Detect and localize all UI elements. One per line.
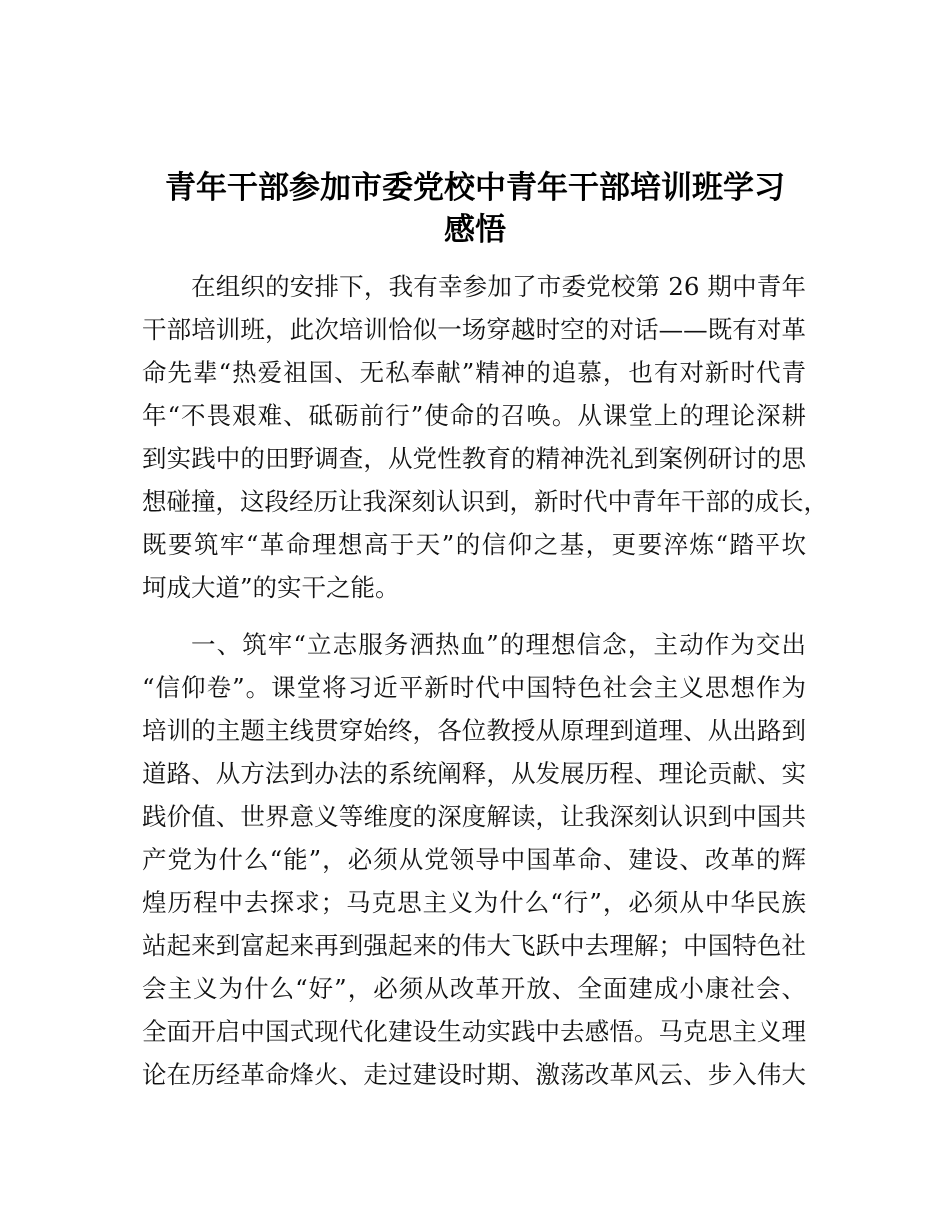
paragraph-line: 一、筑牢“立志服务洒热血”的理想信念，主动作为交出 (191, 630, 806, 659)
paragraph-line: 干部培训班，此次培训恰似一场穿越时空的对话——既有对革 (142, 315, 806, 344)
paragraph-line: 在组织的安排下，我有幸参加了市委党校第 26 期中青年 (191, 272, 806, 301)
paragraph-line: 坷成大道”的实干之能。 (142, 573, 400, 602)
paragraph-line: 到实践中的田野调查，从党性教育的精神洗礼到案例研讨的思 (142, 444, 806, 473)
paragraph-line: 站起来到富起来再到强起来的伟大飞跃中去理解；中国特色社 (142, 931, 806, 960)
paragraph-line: 想碰撞，这段经历让我深刻认识到，新时代中青年干部的成长， (142, 487, 828, 516)
document-title-line-2: 感悟 (444, 212, 506, 248)
paragraph-line: 培训的主题主线贯穿始终，各位教授从原理到道理、从出路到 (142, 716, 806, 745)
paragraph-line: 煌历程中去探求；马克思主义为什么“行”，必须从中华民族 (142, 888, 806, 917)
paragraph-line: 既要筑牢“革命理想高于天”的信仰之基，更要淬炼“踏平坎 (142, 530, 806, 559)
paragraph-line: 践价值、世界意义等维度的深度解读，让我深刻认识到中国共 (142, 802, 806, 831)
paragraph-line: “信仰卷”。课堂将习近平新时代中国特色社会主义思想作为 (142, 673, 806, 702)
document-title-line-1: 青年干部参加市委党校中青年干部培训班学习 (165, 170, 785, 206)
paragraph-line: 论在历经革命烽火、走过建设时期、激荡改革风云、步入伟大 (142, 1060, 806, 1089)
paragraph-line: 全面开启中国式现代化建设生动实践中去感悟。马克思主义理 (142, 1017, 806, 1046)
paragraph-line: 年“不畏艰难、砥砺前行”使命的召唤。从课堂上的理论深耕 (142, 401, 806, 430)
paragraph-line: 产党为什么“能”，必须从党领导中国革命、建设、改革的辉 (142, 845, 806, 874)
paragraph-line: 会主义为什么“好”，必须从改革开放、全面建成小康社会、 (142, 974, 806, 1003)
paragraph-line: 命先辈“热爱祖国、无私奉献”精神的追慕，也有对新时代青 (142, 358, 806, 387)
paragraph-line: 道路、从方法到办法的系统阐释，从发展历程、理论贡献、实 (142, 759, 806, 788)
